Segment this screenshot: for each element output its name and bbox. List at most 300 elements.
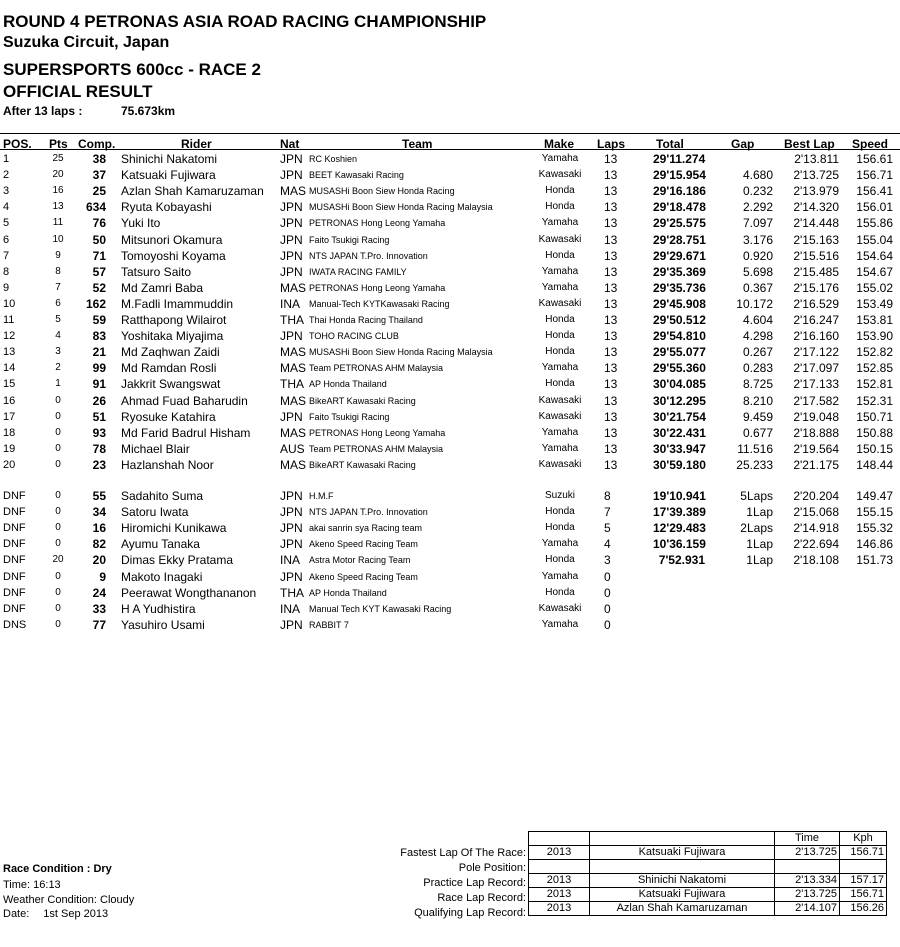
- cell-make: Yamaha: [541, 281, 579, 293]
- weather-condition: Weather Condition: Cloudy: [3, 894, 135, 906]
- cell-pts: 8: [55, 265, 61, 277]
- cell-make: Yamaha: [541, 217, 579, 229]
- cell-team: Team PETRONAS AHM Malaysia: [309, 363, 444, 374]
- cell-laps: 13: [604, 152, 618, 166]
- race-date: [3, 908, 108, 920]
- cell-team: IWATA RACING FAMILY: [309, 266, 407, 277]
- cell-laps: 13: [604, 441, 618, 456]
- cell-make: Honda: [545, 522, 575, 534]
- cell-rider: Peerawat Wongthananon: [121, 585, 257, 600]
- cell-nat: AUS: [280, 441, 305, 456]
- date-label: Date:: [3, 908, 30, 920]
- cell-total: 7'52.931: [658, 553, 705, 568]
- cell-best: 2'13.979: [793, 184, 839, 199]
- cell-pts: 0: [55, 538, 61, 550]
- cell-pos: DNF: [3, 554, 26, 567]
- cell-make: Honda: [545, 378, 575, 390]
- result-row: [0, 441, 900, 457]
- cell-comp: 91: [92, 377, 106, 392]
- result-row: [0, 280, 900, 296]
- cell-best: 2'18.108: [793, 553, 839, 568]
- cell-speed: 155.32: [856, 521, 893, 536]
- cell-rider: Md Ramdan Rosli: [121, 361, 217, 376]
- cell-laps: 3: [604, 553, 611, 568]
- cell-team: Manual Tech KYT Kawasaki Racing: [309, 603, 452, 614]
- cell-nat: MAS: [280, 425, 307, 440]
- cell-best: 2'17.097: [793, 361, 839, 376]
- result-row: [0, 296, 900, 312]
- cell-comp: 55: [92, 489, 106, 503]
- cell-best: 2'19.564: [793, 441, 839, 456]
- cell-pts: 7: [55, 281, 61, 293]
- record-year: 2013: [529, 846, 590, 860]
- cell-rider: Sadahito Suma: [121, 489, 204, 503]
- cell-make: Yamaha: [541, 618, 579, 630]
- records-table: [528, 831, 887, 916]
- cell-nat: JPN: [280, 537, 303, 552]
- record-label: Practice Lap Record:: [423, 877, 526, 889]
- cell-speed: 149.47: [856, 489, 893, 503]
- cell-best: 2'21.175: [793, 457, 839, 472]
- cell-pts: 16: [52, 185, 64, 197]
- race-distance: [3, 104, 176, 118]
- cell-team: TOHO RACING CLUB: [309, 331, 399, 342]
- cell-speed: 146.86: [856, 537, 893, 552]
- cell-best: 2'15.485: [793, 264, 839, 279]
- header-bottom-rule: [0, 149, 900, 150]
- record-row: [529, 888, 887, 902]
- cell-pts: 4: [55, 330, 61, 342]
- cell-team: NTS JAPAN T.Pro. Innovation: [309, 250, 428, 261]
- cell-nat: MAS: [280, 393, 307, 408]
- cell-pts: 10: [52, 233, 64, 245]
- cell-pos: 3: [3, 185, 10, 198]
- record-kph: 156.26: [840, 902, 887, 916]
- dnf-row: [0, 504, 900, 520]
- cell-total: 29'45.908: [653, 296, 706, 311]
- cell-team: Manual-Tech KYTKawasaki Racing: [309, 298, 450, 309]
- cell-pts: 20: [52, 554, 64, 566]
- records-time-header: Time: [775, 832, 840, 846]
- cell-laps: 8: [604, 489, 611, 503]
- result-row: [0, 360, 900, 376]
- col-rider: Rider: [181, 137, 212, 151]
- cell-team: akai sanrin sya Racing team: [309, 523, 423, 534]
- cell-comp: 25: [92, 184, 106, 199]
- cell-best: 2'20.204: [793, 489, 839, 503]
- cell-make: Kawasaki: [538, 410, 582, 422]
- cell-rider: Yoshitaka Miyajima: [121, 329, 224, 344]
- cell-team: RABBIT 7: [309, 619, 349, 630]
- cell-best: 2'15.176: [793, 280, 839, 295]
- cell-nat: JPN: [280, 489, 303, 503]
- cell-pts: 0: [55, 570, 61, 582]
- cell-gap: 0.677: [742, 425, 773, 440]
- cell-nat: JPN: [280, 232, 303, 247]
- cell-make: Kawasaki: [538, 602, 582, 614]
- cell-pts: 0: [55, 586, 61, 598]
- col-speed: Speed: [852, 137, 889, 151]
- cell-total: 29'50.512: [653, 313, 706, 327]
- cell-pos: DNF: [3, 570, 26, 583]
- cell-gap: 11.516: [737, 441, 773, 456]
- cell-pos: DNF: [3, 490, 26, 502]
- col-laps: Laps: [597, 137, 626, 151]
- cell-total: 29'54.810: [653, 329, 706, 344]
- cell-nat: THA: [280, 585, 304, 600]
- cell-laps: 13: [604, 457, 618, 472]
- cell-total: 29'35.736: [653, 280, 706, 295]
- cell-comp: 51: [92, 409, 106, 424]
- col-best-lap: Best Lap: [784, 137, 835, 151]
- result-row: [0, 376, 900, 392]
- record-label: Race Lap Record:: [437, 892, 526, 904]
- cell-pos: 20: [3, 458, 16, 471]
- cell-team: MUSASHi Boon Siew Honda Racing Malaysia: [309, 202, 493, 213]
- cell-pts: 11: [52, 217, 64, 229]
- cell-pts: 20: [52, 169, 64, 181]
- cell-total: 29'18.478: [653, 200, 706, 215]
- cell-gap: 7.097: [742, 216, 773, 231]
- cell-comp: 71: [92, 248, 106, 263]
- cell-total: 30'12.295: [653, 393, 706, 408]
- cell-nat: JPN: [280, 505, 303, 520]
- cell-team: MUSASHi Boon Siew Honda Racing: [309, 186, 455, 197]
- cell-pos: DNF: [3, 522, 26, 535]
- dnf-row: [0, 520, 900, 536]
- cell-best: 2'15.516: [793, 248, 839, 263]
- cell-comp: 59: [92, 313, 106, 327]
- cell-speed: 148.44: [856, 457, 893, 472]
- result-row: [0, 457, 900, 473]
- cell-nat: THA: [280, 377, 304, 392]
- dnf-row: [0, 488, 900, 504]
- cell-laps: 0: [604, 617, 611, 632]
- cell-comp: 77: [92, 617, 106, 632]
- cell-pos: 10: [3, 297, 16, 310]
- cell-make: Kawasaki: [538, 169, 582, 181]
- circuit-name: Suzuka Circuit, Japan: [3, 34, 170, 51]
- result-row: [0, 264, 900, 280]
- cell-make: Kawasaki: [538, 297, 582, 309]
- cell-rider: Ayumu Tanaka: [121, 537, 200, 552]
- cell-best: 2'15.163: [793, 232, 839, 247]
- cell-comp: 24: [92, 585, 106, 600]
- cell-pos: 13: [3, 346, 16, 359]
- cell-pos: DNF: [3, 586, 26, 599]
- result-row: [0, 232, 900, 248]
- cell-comp: 82: [92, 537, 106, 552]
- result-row: [0, 248, 900, 264]
- cell-team: Akeno Speed Racing Team: [309, 539, 418, 550]
- cell-best: 2'13.811: [794, 152, 839, 166]
- cell-pos: 5: [3, 217, 10, 230]
- cell-laps: 13: [604, 425, 618, 440]
- cell-nat: JPN: [280, 329, 303, 344]
- cell-speed: 152.81: [856, 377, 893, 392]
- cell-rider: Ratthapong Wilairot: [121, 313, 227, 327]
- cell-total: 30'04.085: [653, 377, 706, 392]
- cell-gap: 0.267: [742, 345, 773, 360]
- cell-team: PETRONAS Hong Leong Yamaha: [309, 282, 446, 293]
- cell-pts: 3: [55, 346, 61, 358]
- cell-pts: 0: [55, 442, 61, 454]
- cell-total: 29'29.671: [653, 248, 706, 263]
- cell-pos: DNF: [3, 538, 26, 551]
- race-condition: Race Condition : Dry: [3, 863, 112, 875]
- col-pts: Pts: [49, 137, 68, 151]
- result-row: [0, 183, 900, 199]
- cell-best: 2'14.320: [793, 200, 839, 215]
- cell-nat: JPN: [280, 200, 303, 215]
- cell-laps: 13: [604, 377, 618, 392]
- cell-gap: 8.725: [742, 377, 773, 392]
- cell-gap: 0.367: [742, 280, 773, 295]
- cell-team: MUSASHi Boon Siew Honda Racing Malaysia: [309, 347, 493, 358]
- cell-gap: 5.698: [742, 264, 773, 279]
- cell-total: 30'59.180: [653, 457, 706, 472]
- cell-total: 29'25.575: [653, 216, 706, 231]
- cell-pos: 15: [3, 378, 16, 391]
- cell-pos: 2: [3, 169, 10, 182]
- cell-pts: 0: [55, 618, 61, 630]
- cell-nat: INA: [280, 553, 301, 568]
- cell-speed: 156.71: [856, 168, 893, 183]
- cell-nat: JPN: [280, 264, 303, 279]
- cell-comp: 20: [92, 553, 106, 568]
- col-team: Team: [402, 137, 433, 151]
- cell-comp: 37: [92, 168, 106, 183]
- cell-comp: 93: [92, 425, 106, 440]
- cell-total: 29'15.954: [653, 168, 706, 183]
- cell-make: Honda: [545, 330, 575, 342]
- result-row: [0, 409, 900, 425]
- cell-team: Akeno Speed Racing Team: [309, 571, 418, 582]
- record-row: [529, 846, 887, 860]
- cell-pos: 14: [3, 362, 16, 375]
- cell-best: 2'17.582: [793, 393, 839, 408]
- cell-pos: 16: [3, 394, 16, 407]
- cell-nat: MAS: [280, 361, 307, 376]
- cell-pos: 17: [3, 410, 16, 423]
- cell-comp: 21: [92, 345, 106, 360]
- cell-make: Yamaha: [541, 570, 579, 582]
- cell-comp: 634: [85, 200, 106, 215]
- cell-team: Astra Motor Racing Team: [309, 555, 411, 566]
- result-row: [0, 215, 900, 231]
- record-name: Shinichi Nakatomi: [590, 874, 775, 888]
- cell-pos: 4: [3, 201, 10, 214]
- cell-team: RC Koshien: [309, 154, 358, 164]
- cell-nat: JPN: [280, 569, 303, 584]
- date-value: 1st Sep 2013: [43, 908, 109, 920]
- cell-comp: 33: [92, 601, 106, 616]
- cell-speed: 156.41: [856, 184, 893, 199]
- result-row: [0, 328, 900, 344]
- cell-team: AP Honda Thailand: [309, 379, 387, 390]
- dnf-row: [0, 601, 900, 617]
- cell-pos: 19: [3, 442, 16, 455]
- cell-rider: Yasuhiro Usami: [121, 617, 205, 632]
- cell-best: 2'19.048: [793, 409, 839, 424]
- cell-rider: Jakkrit Swangswat: [121, 377, 221, 392]
- cell-laps: 13: [604, 409, 618, 424]
- cell-pos: 18: [3, 426, 16, 439]
- cell-best: 2'18.888: [793, 425, 839, 440]
- cell-rider: Yuki Ito: [121, 216, 161, 231]
- cell-speed: 154.64: [856, 248, 893, 263]
- cell-comp: 83: [92, 329, 106, 344]
- result-row: [0, 167, 900, 183]
- header-top-rule: [0, 133, 900, 134]
- cell-pos: DNS: [3, 618, 27, 631]
- cell-rider: Md Zaqhwan Zaidi: [121, 345, 220, 360]
- cell-comp: 52: [92, 280, 106, 295]
- cell-nat: JPN: [280, 168, 303, 183]
- cell-make: Suzuki: [544, 490, 575, 501]
- records-kph-header: Kph: [840, 832, 887, 846]
- cell-total: 30'21.754: [653, 409, 706, 424]
- cell-team: BEET Kawasaki Racing: [309, 170, 404, 181]
- dnf-row: [0, 552, 900, 568]
- col-gap: Gap: [731, 137, 755, 151]
- cell-nat: MAS: [280, 345, 307, 360]
- cell-rider: Hazlanshah Noor: [121, 457, 214, 472]
- cell-team: Faito Tsukigi Racing: [309, 234, 390, 245]
- cell-comp: 78: [92, 441, 106, 456]
- record-labels: [360, 831, 526, 921]
- cell-team: BikeART Kawasaki Racing: [309, 395, 416, 406]
- cell-rider: Hiromichi Kunikawa: [121, 521, 227, 536]
- record-label: Pole Position:: [458, 862, 526, 874]
- distance-value: 75.673km: [121, 104, 176, 118]
- cell-make: Honda: [545, 506, 575, 518]
- cell-make: Yamaha: [541, 426, 579, 438]
- cell-comp: 50: [92, 232, 106, 247]
- cell-pts: 2: [55, 362, 61, 374]
- cell-rider: Shinichi Nakatomi: [121, 152, 218, 166]
- cell-nat: MAS: [280, 457, 307, 472]
- cell-make: Honda: [545, 554, 575, 566]
- cell-laps: 13: [604, 361, 618, 376]
- cell-pos: 6: [3, 233, 10, 246]
- cell-comp: 26: [92, 393, 106, 408]
- cell-pts: 1: [55, 378, 61, 390]
- cell-pos: DNF: [3, 506, 26, 519]
- result-row: [0, 393, 900, 409]
- cell-laps: 5: [604, 521, 611, 536]
- cell-speed: 150.71: [856, 409, 893, 424]
- col-pos: POS.: [3, 137, 32, 151]
- cell-total: 29'55.360: [653, 361, 706, 376]
- cell-gap: 3.176: [742, 232, 773, 247]
- record-year: 2013: [529, 902, 590, 916]
- cell-comp: 162: [85, 296, 106, 311]
- cell-gap: 5Laps: [740, 489, 773, 503]
- cell-make: Kawasaki: [538, 394, 582, 406]
- cell-nat: INA: [280, 601, 301, 616]
- cell-best: 2'13.725: [793, 168, 839, 183]
- cell-speed: 156.01: [856, 200, 893, 215]
- cell-best: 2'16.247: [793, 313, 839, 327]
- cell-make: Honda: [545, 201, 575, 213]
- cell-nat: JPN: [280, 521, 303, 536]
- cell-laps: 13: [604, 232, 618, 247]
- cell-speed: 155.15: [856, 505, 893, 520]
- record-name: Azlan Shah Kamaruzaman: [590, 902, 775, 916]
- cell-rider: Tomoyoshi Koyama: [121, 248, 226, 263]
- cell-total: 29'16.186: [653, 184, 706, 199]
- race-time: Time: 16:13: [3, 879, 61, 891]
- cell-laps: 13: [604, 200, 618, 215]
- cell-comp: 23: [92, 457, 106, 472]
- record-year: 2013: [529, 888, 590, 902]
- cell-gap: 2.292: [742, 200, 773, 215]
- result-status: OFFICIAL RESULT: [3, 82, 153, 101]
- cell-nat: JPN: [280, 617, 303, 632]
- cell-pts: 0: [55, 458, 61, 470]
- cell-laps: 13: [604, 393, 618, 408]
- record-year: [529, 860, 590, 874]
- cell-laps: 0: [604, 601, 611, 616]
- cell-comp: 99: [92, 361, 106, 376]
- cell-total: 30'22.431: [653, 425, 706, 440]
- cell-rider: M.Fadli Imammuddin: [121, 296, 234, 311]
- cell-best: 2'16.160: [793, 329, 839, 344]
- cell-pos: 1: [3, 153, 10, 165]
- cell-comp: 38: [92, 152, 106, 166]
- cell-laps: 13: [604, 184, 618, 199]
- page-title: ROUND 4 PETRONAS ASIA ROAD RACING CHAMPIONSHIP: [3, 12, 487, 31]
- cell-total: 17'39.389: [653, 505, 706, 520]
- cell-rider: Satoru Iwata: [121, 505, 189, 520]
- cell-speed: 150.15: [856, 441, 893, 456]
- cell-make: Yamaha: [541, 538, 579, 550]
- cell-total: 29'55.077: [653, 345, 706, 360]
- result-row: [0, 199, 900, 215]
- cell-laps: 13: [604, 280, 618, 295]
- cell-pts: 6: [55, 297, 61, 309]
- cell-nat: JPN: [280, 248, 303, 263]
- cell-rider: H A Yudhistira: [121, 601, 196, 616]
- cell-best: 2'14.448: [793, 216, 839, 231]
- cell-best: 2'16.529: [793, 296, 839, 311]
- cell-comp: 57: [92, 264, 106, 279]
- cell-laps: 4: [604, 537, 611, 552]
- cell-total: 29'11.274: [653, 152, 706, 166]
- cell-speed: 152.82: [856, 345, 893, 360]
- cell-nat: JPN: [280, 152, 303, 166]
- cell-best: 2'17.122: [793, 345, 839, 360]
- cell-speed: 155.04: [856, 232, 893, 247]
- cell-gap: 10.172: [736, 296, 773, 311]
- record-time: 2'14.107: [775, 902, 840, 916]
- cell-pts: 0: [55, 522, 61, 534]
- cell-speed: 155.86: [856, 216, 893, 231]
- cell-comp: 9: [99, 569, 106, 584]
- record-year: 2013: [529, 874, 590, 888]
- cell-rider: Azlan Shah Kamaruzaman: [121, 184, 264, 199]
- cell-team: Thai Honda Racing Thailand: [309, 315, 423, 325]
- result-row: [0, 425, 900, 441]
- record-time: 2'13.725: [775, 846, 840, 860]
- cell-pts: 9: [55, 249, 61, 261]
- cell-total: 29'35.369: [653, 264, 706, 279]
- cell-team: PETRONAS Hong Leong Yamaha: [309, 427, 446, 438]
- cell-make: Yamaha: [541, 362, 579, 374]
- cell-laps: 13: [604, 168, 618, 183]
- cell-gap: 25.233: [736, 457, 773, 472]
